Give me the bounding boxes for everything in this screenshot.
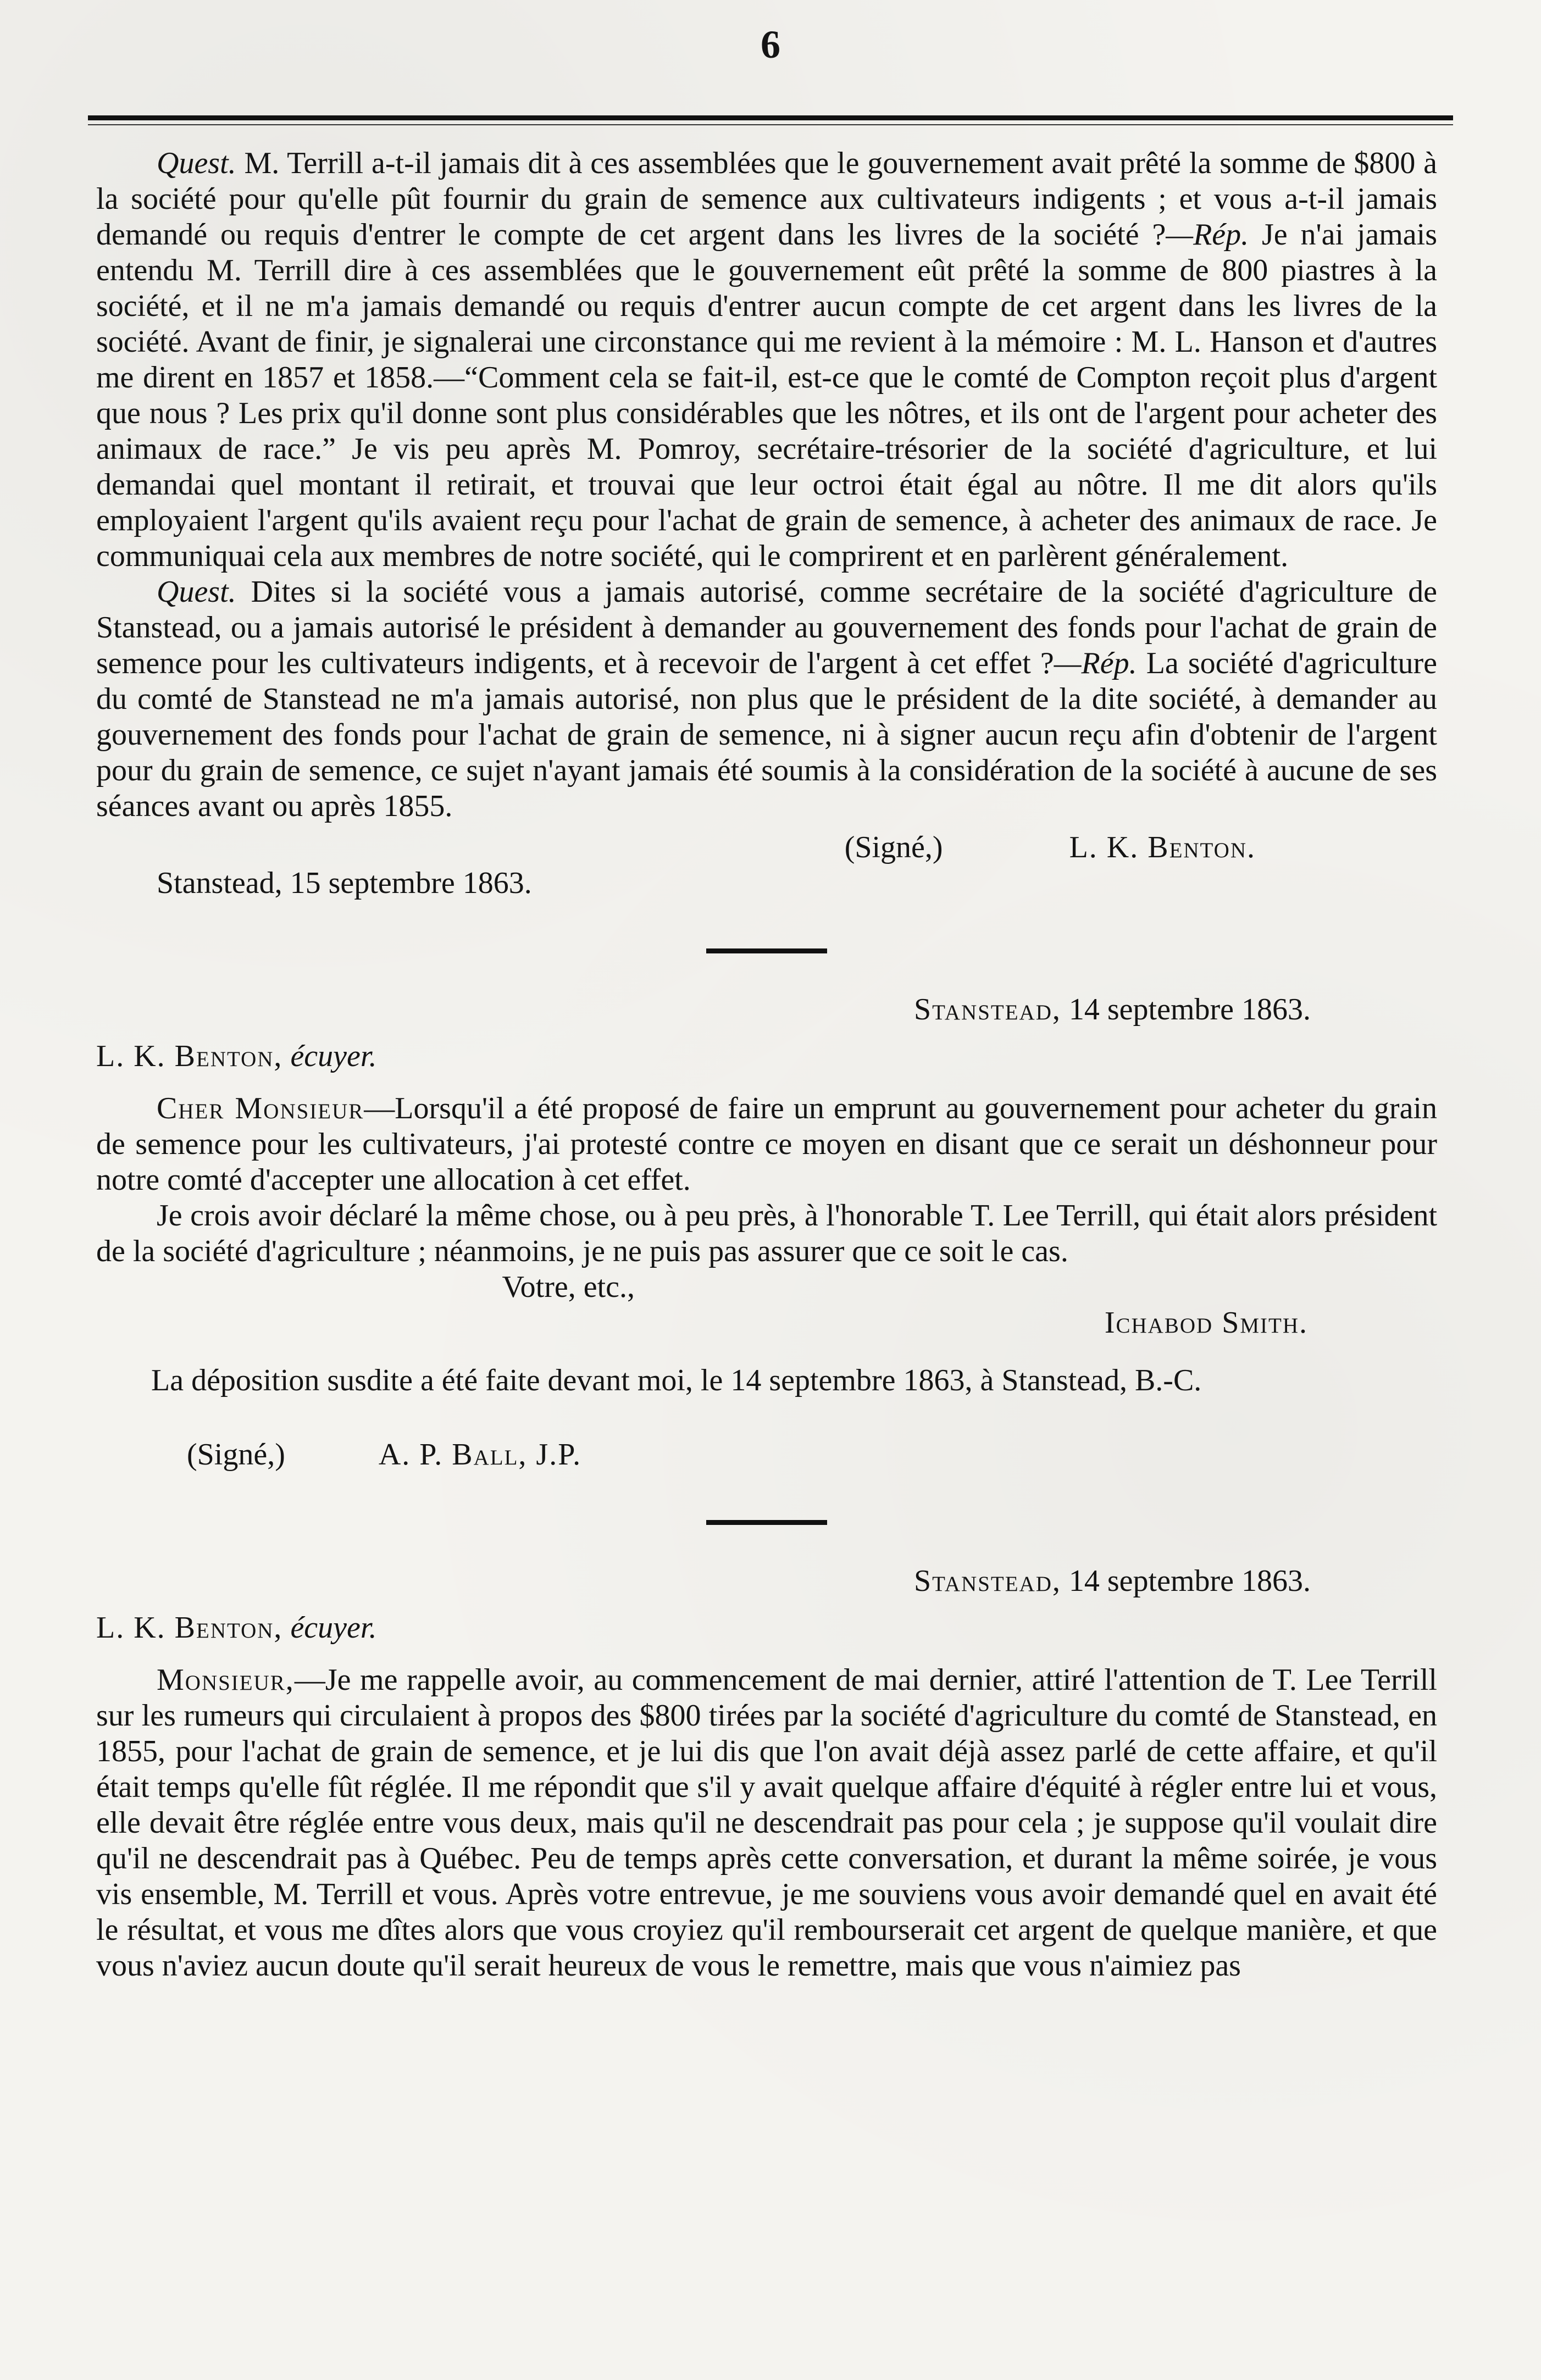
answer-text: La société d'agriculture du comté de Stanstead ne m'a jamais autorisé, non plus que le président de la dite société, à demander au gouvernement des fonds pour l'achat de grain de semence, ni à signer aucun reçu afin d'obtenir de l'argent pour du grain de semence, ce sujet n'ayant jamais été soumis à la considération de la société à aucune de ses séances avant ou après 1855.: [96, 646, 1437, 823]
question-label: Quest.: [157, 146, 236, 180]
salutation: Cher Monsieur: [157, 1091, 364, 1125]
place-date: Stanstead, 15 septembre 1863.: [157, 866, 532, 900]
header-rule-thin: [88, 124, 1453, 125]
closing: Votre, etc.,: [502, 1270, 635, 1304]
addressee-name: L. K. Benton,: [96, 1611, 283, 1645]
deposition-statement: La déposition susdite a été faite devant moi, le 14 septembre 1863, à Stanstead, B.-C.: [151, 1363, 1202, 1397]
jp-name: A. P. Ball, J.P.: [378, 1438, 582, 1472]
addressee-name: L. K. Benton,: [96, 1039, 283, 1073]
question-label: Quest.: [157, 575, 236, 609]
dateline-place: Stanstead,: [914, 992, 1061, 1027]
addressee-title: écuyer.: [290, 1039, 377, 1073]
letter-signer: Ichabod Smith.: [1104, 1306, 1308, 1340]
answer-text: Je n'ai jamais entendu M. Terrill dire à ces assemblées que le gouvernement eût prêté la somme de 800 piastres à la société, et il ne m'a jamais demandé ou requis d'entrer aucun compte de cet argent dans les livres de la société. Avant de finir, je signalerai une circonstance qui me revient à la mémoire : M. L. Hanson et d'autres me dirent en 1857 et 1858.—“Comment cela se fait-il, est-ce que le comté de Compton reçoit plus d'argent que nous ? Les prix qu'il donne sont plus considérables que les nôtres, et ils ont de l'argent pour acheter des animaux de race.” Je vis peu après M. Pomroy, secrétaire-trésorier de la société d'agriculture, et lui demandai quel montant il retirait, et trouvai que leur octroi était égal au nôtre. Il me dit alors qu'ils employaient l'argent qu'ils avaient reçu pour l'achat de grain de semence, à acheter des animaux de race. Je communiquai cela aux membres de notre société, qui le comprirent et en parlèrent généralement.: [96, 218, 1438, 573]
question-answer-1: [96, 146, 1437, 574]
page-content: [96, 146, 1437, 1984]
answer-label: —Rép.: [1054, 646, 1137, 680]
section-separator: [706, 948, 827, 953]
salutation: Monsieur,: [157, 1663, 295, 1697]
signer-name: L. K. Benton.: [1069, 830, 1256, 864]
letter-dateline: [96, 1563, 1437, 1599]
question-text: Dites si la société vous a jamais autorisé, comme secrétaire de la société d'agriculture de Stanstead, ou a jamais autorisé le président à demander au gouvernement des fonds pour l'achat de grain de semence pour les cultivateurs indigents, et à recevoir de l'argent à cet effet ?: [96, 575, 1437, 680]
letter-addressee: [96, 1039, 1437, 1074]
answer-label: —Rép.: [1166, 218, 1249, 252]
letter-paragraph: [96, 1662, 1437, 1984]
letter-paragraph: Je crois avoir déclaré la même chose, ou à peu près, à l'honorable T. Lee Terrill, qui était alors président de la société d'agriculture ; néanmoins, je ne puis pas assurer que ce soit le cas.: [96, 1199, 1437, 1268]
signed-label: (Signé,): [844, 830, 943, 864]
section-separator: [706, 1520, 827, 1525]
dateline-place: Stanstead,: [914, 1564, 1061, 1598]
paragraph-text: —Je me rappelle avoir, au commencement de mai dernier, attiré l'attention de T. Lee Terrill sur les rumeurs qui circulaient à propos des $800 tirées par la société d'agriculture du comté de Stanstead, en 1855, pour l'achat de grain de semence, et je lui dis que l'on avait déjà assez parlé de cette affaire, et qu'il était temps qu'elle fût réglée. Il me répondit que s'il y avait quelque affaire d'équité à régler entre lui et vous, elle devait être réglée entre vous deux, mais qu'il ne descendrait pas pour cela ; je suppose qu'il voulait dire qu'il ne descendrait pas à Québec. Peu de temps après cette conversation, et durant la même soirée, je vous vis ensemble, M. Terrill et vous. Après votre entrevue, je me souviens vous avoir demandé quel en avait été le résultat, et vous me dîtes alors que vous croyiez qu'il rembourserait cet argent de quelque manière, et que vous n'aviez aucun doute qu'il serait heureux de vous le remettre, mais que vous n'aimiez pas: [96, 1663, 1437, 1983]
addressee-title: écuyer.: [290, 1611, 377, 1645]
paragraph-text: —Lorsqu'il a été proposé de faire un emprunt au gouvernement pour acheter du grain de semence pour les cultivateurs, j'ai protesté contre ce moyen en disant que ce serait un déshonneur pour notre comté d'accepter une allocation à cet effet.: [96, 1091, 1437, 1197]
letter-paragraph: [96, 1091, 1437, 1198]
dateline-date: 14 septembre 1863.: [1068, 1564, 1311, 1598]
question-answer-2: [96, 574, 1437, 824]
header-rule: [88, 115, 1453, 120]
jp-signature: [96, 1437, 1437, 1473]
jp-signed-label: (Signé,): [187, 1438, 285, 1472]
signature-block: [96, 830, 1437, 866]
question-text: M. Terrill a-t-il jamais dit à ces assemblées que le gouvernement avait prêté la somme de $800 à la société pour qu'elle pût fournir du grain de semence aux cultivateurs indigents ; et vous a-t-il jamais demandé ou requis d'entrer le compte de cet argent dans les livres de la société ?: [96, 146, 1438, 252]
letter-dateline: [96, 992, 1437, 1028]
page-number: 6: [761, 23, 780, 66]
letter-addressee: [96, 1610, 1437, 1646]
dateline-date: 14 septembre 1863.: [1068, 992, 1311, 1027]
